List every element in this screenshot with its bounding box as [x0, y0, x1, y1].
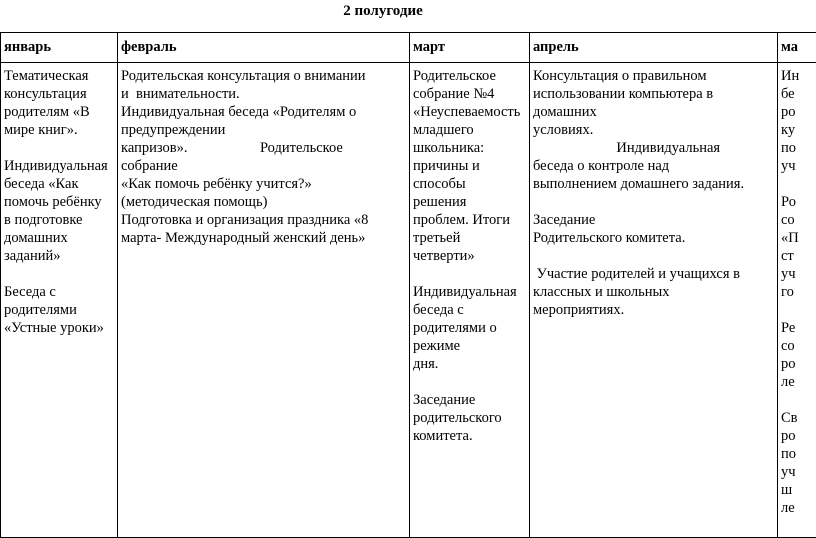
header-april: апрель	[530, 33, 778, 63]
cell-text-line: беседа о контроле над	[533, 157, 774, 175]
cell-text-line: беседа «Как	[4, 175, 114, 193]
cell-text-line	[4, 265, 114, 283]
plan-table	[0, 32, 816, 538]
page-title: 2 полугодие	[0, 2, 766, 20]
cell-text-line: (методическая помощь)	[121, 193, 406, 211]
cell-text-line: и внимательности.	[121, 85, 406, 103]
cell-text-line: выполнением домашнего задания.	[533, 175, 774, 193]
cell-text-line: домашних	[533, 103, 774, 121]
cell-text-line: родительского	[413, 409, 526, 427]
cell-text-line: комитета.	[413, 427, 526, 445]
cell-text-line: Индивидуальная	[413, 283, 526, 301]
cell-text-line: ле	[781, 373, 816, 391]
header-march: март	[410, 33, 530, 63]
cell-text-line: консультация	[4, 85, 114, 103]
cell-april	[530, 63, 778, 538]
cell-january	[1, 63, 118, 538]
cell-text-line: четверти»	[413, 247, 526, 265]
cell-text-line: «Неуспеваемость	[413, 103, 526, 121]
header-february: февраль	[118, 33, 410, 63]
cell-text-line: родителями о	[413, 319, 526, 337]
cell-text-line: ро	[781, 355, 816, 373]
cell-text-line: ро	[781, 103, 816, 121]
cell-text-line: капризов». Родительское	[121, 139, 406, 157]
cell-text-line: Родительская консультация о внимании	[121, 67, 406, 85]
cell-text-line: предупреждении	[121, 121, 406, 139]
cell-text-line: проблем. Итоги	[413, 211, 526, 229]
cell-text-line: решения	[413, 193, 526, 211]
cell-text-line: Заседание	[533, 211, 774, 229]
cell-text-line: уч	[781, 265, 816, 283]
cell-text-line: «Как помочь ребёнку учится?»	[121, 175, 406, 193]
cell-text-line: Индивидуальная	[4, 157, 114, 175]
cell-text-line	[533, 247, 774, 265]
cell-text-line: Св	[781, 409, 816, 427]
cell-text-line	[533, 193, 774, 211]
cell-text-line: Ро	[781, 193, 816, 211]
cell-text-line: Консультация о правильном	[533, 67, 774, 85]
cell-march	[410, 63, 530, 538]
cell-text-line: ш	[781, 481, 816, 499]
cell-text-line: родителями	[4, 301, 114, 319]
cell-text-line: собрание №4	[413, 85, 526, 103]
cell-text-line: причины и	[413, 157, 526, 175]
cell-text-line: школьника:	[413, 139, 526, 157]
cell-text-line: классных и школьных	[533, 283, 774, 301]
cell-text-line: Беседа с	[4, 283, 114, 301]
content-row	[1, 63, 816, 538]
cell-text-line	[413, 265, 526, 283]
cell-text-line: марта- Международный женский день»	[121, 229, 406, 247]
cell-text-line: бе	[781, 85, 816, 103]
header-january: январь	[1, 33, 118, 63]
cell-text-line: родителям «В	[4, 103, 114, 121]
cell-text-line: Родительское	[413, 67, 526, 85]
cell-text-line: ку	[781, 121, 816, 139]
cell-text-line: использовании компьютера в	[533, 85, 774, 103]
cell-text-line: беседа с	[413, 301, 526, 319]
cell-text-line: го	[781, 283, 816, 301]
cell-text-line: по	[781, 445, 816, 463]
cell-text-line: Индивидуальная беседа «Родителям о	[121, 103, 406, 121]
cell-text-line: Тематическая	[4, 67, 114, 85]
cell-text-line: в подготовке	[4, 211, 114, 229]
cell-text-line: младшего	[413, 121, 526, 139]
cell-text-line: дня.	[413, 355, 526, 373]
cell-text-line: мире книг».	[4, 121, 114, 139]
cell-text-line: уч	[781, 157, 816, 175]
cell-text-line: мероприятиях.	[533, 301, 774, 319]
header-row	[1, 33, 816, 63]
cell-text-line: Подготовка и организация праздника «8	[121, 211, 406, 229]
cell-text-line: «Устные уроки»	[4, 319, 114, 337]
cell-text-line	[781, 391, 816, 409]
cell-text-line: заданий»	[4, 247, 114, 265]
cell-text-line: Ре	[781, 319, 816, 337]
cell-may	[778, 63, 816, 538]
cell-text-line: ро	[781, 427, 816, 445]
cell-february	[118, 63, 410, 538]
cell-text-line: Ин	[781, 67, 816, 85]
cell-text-line: способы	[413, 175, 526, 193]
cell-text-line: по	[781, 139, 816, 157]
cell-text-line	[413, 373, 526, 391]
cell-text-line: Заседание	[413, 391, 526, 409]
cell-text-line	[781, 301, 816, 319]
cell-text-line	[4, 139, 114, 157]
cell-text-line: со	[781, 337, 816, 355]
cell-text-line: ст	[781, 247, 816, 265]
cell-text-line: ле	[781, 499, 816, 517]
cell-text-line: режиме	[413, 337, 526, 355]
cell-text-line: «П	[781, 229, 816, 247]
header-may: ма	[778, 33, 816, 63]
cell-text-line: третьей	[413, 229, 526, 247]
cell-text-line: помочь ребёнку	[4, 193, 114, 211]
cell-text-line: собрание	[121, 157, 406, 175]
cell-text-line: со	[781, 211, 816, 229]
cell-text-line: Родительского комитета.	[533, 229, 774, 247]
cell-text-line: Участие родителей и учащихся в	[533, 265, 774, 283]
cell-text-line: уч	[781, 463, 816, 481]
cell-text-line	[781, 175, 816, 193]
cell-text-line: Индивидуальная	[533, 139, 774, 157]
cell-text-line: домашних	[4, 229, 114, 247]
cell-text-line: условиях.	[533, 121, 774, 139]
